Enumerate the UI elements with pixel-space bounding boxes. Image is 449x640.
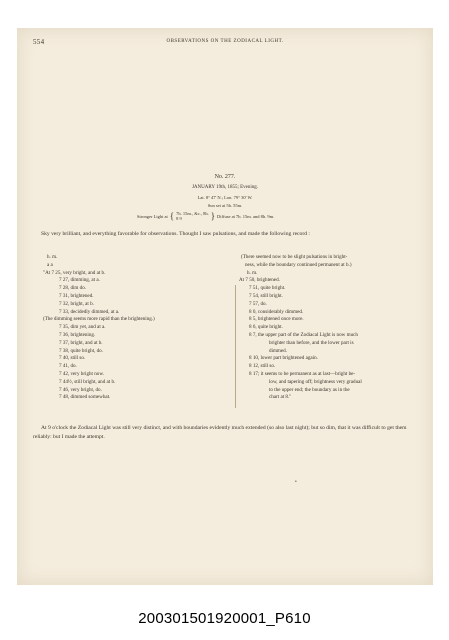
right-record-line: chart at 8." xyxy=(269,394,292,401)
right-record-line: 8 17; it seems to be permanent as at last—bright be- xyxy=(249,370,356,377)
entry-location: Lat. 8° 47' N.; Lon. 79° 30' W. xyxy=(197,195,253,200)
right-record-line: 7 51, quite bright. xyxy=(249,285,286,292)
left-record-line: 7 27, dimming, at a. xyxy=(59,277,100,284)
left-record-line: h. m. xyxy=(47,254,58,260)
left-record-line: 7 28, dim do. xyxy=(59,285,87,292)
right-record-line: 8 7, the upper part of the Zodiacal Light is now much xyxy=(249,331,358,338)
left-record-line: 7 35, dim yet, and at a. xyxy=(59,324,106,331)
stronger-light-times xyxy=(176,211,209,221)
entry-date: JANUARY 19th, 1855; Evening. xyxy=(191,185,259,190)
left-record-line: 7 36, brightening. xyxy=(59,331,96,338)
stronger-light-bottom: 8 9 xyxy=(176,216,182,221)
right-record-line: 8 10, lower part brightened again. xyxy=(249,355,318,362)
left-record-line: 7 48, dimmed somewhat. xyxy=(59,394,111,401)
left-column xyxy=(43,254,155,402)
right-record-line: 8 5, brightened once more. xyxy=(249,316,304,323)
left-record-line: 7 41, do. xyxy=(59,363,77,370)
sun-set: Sun set at 5h. 55m. xyxy=(207,203,243,208)
right-record-line: (There seemed now to be slight pulsations in bright- xyxy=(241,254,348,260)
left-record-line: 7 38, quite bright, do. xyxy=(59,347,104,354)
right-record-line: ness, while the boundary continued permanent at b.) xyxy=(245,261,352,268)
left-record-line: 7 32, bright, at b. xyxy=(59,300,94,307)
right-brace: } xyxy=(210,210,216,221)
intro-paragraph: Sky very brilliant, and everything favorable for observations. Thought I saw pulsations, and made the following record : xyxy=(41,231,310,237)
left-record-line: (The dimming seems more rapid than the brightening.) xyxy=(43,316,155,323)
left-record-line: 7 37, bright, and at b. xyxy=(59,339,103,346)
page-number: 554 xyxy=(33,38,45,46)
left-record-line: 7 40, still so. xyxy=(59,355,86,362)
right-record-line: dimmed. xyxy=(269,347,287,354)
left-brace: { xyxy=(169,210,175,221)
left-record-line: 7 44½, still bright, and at b. xyxy=(59,378,116,385)
column-divider xyxy=(235,285,236,408)
document-page xyxy=(17,28,433,585)
entry-number: No. 277. xyxy=(214,174,236,180)
right-record-line: 8 6, quite bright. xyxy=(249,324,283,331)
right-record-line: h. m. xyxy=(247,269,258,276)
right-record-line: 8 12, still so. xyxy=(249,363,276,370)
stronger-light-line xyxy=(137,211,274,221)
right-record-line: brighter than before, and the lower part is xyxy=(269,339,354,346)
closing-paragraph: At 9 o'clock the Zodiacal Light was still very distinct, and with boundaries evidently much extended (so also last night); but so dim, that it was difficult to get them reliably: but I made the attempt. xyxy=(33,425,407,440)
image-caption: 200301501920001_P610 xyxy=(138,610,311,627)
left-record-line: "At 7 25, very bright, and at b. xyxy=(43,269,106,276)
left-record-line: 7 42, very bright now. xyxy=(59,370,104,377)
small-mark: • xyxy=(295,480,297,485)
right-record-line: 8 0, considerably dimmed. xyxy=(249,308,304,315)
stronger-light-suffix: Diffuse at 7h. 15m. and 8h. 9m. xyxy=(217,213,275,219)
left-record-line: a a xyxy=(47,261,53,268)
right-record-line: 7 54, still bright. xyxy=(249,292,283,299)
left-record-line: 7 31, brightened. xyxy=(59,292,94,299)
right-column xyxy=(239,254,362,402)
stronger-light-top: 7h. 15m., &c., 8h. xyxy=(176,211,209,216)
left-record-line: 7 46, very bright, do. xyxy=(59,386,102,393)
right-record-line: 7 57, do. xyxy=(249,300,267,307)
right-record-line: At 7 50, brightened. xyxy=(239,277,280,284)
running-title: OBSERVATIONS ON THE ZODIACAL LIGHT. xyxy=(166,39,284,44)
right-record-line: to the upper end; the boundary as in the xyxy=(269,386,350,393)
left-record-line: 7 33, decidedly dimmed, at a. xyxy=(59,308,120,315)
stronger-light-prefix: Stronger Light at xyxy=(137,213,168,219)
right-record-line: low, and tapering off; brightness very gradual xyxy=(269,378,362,385)
